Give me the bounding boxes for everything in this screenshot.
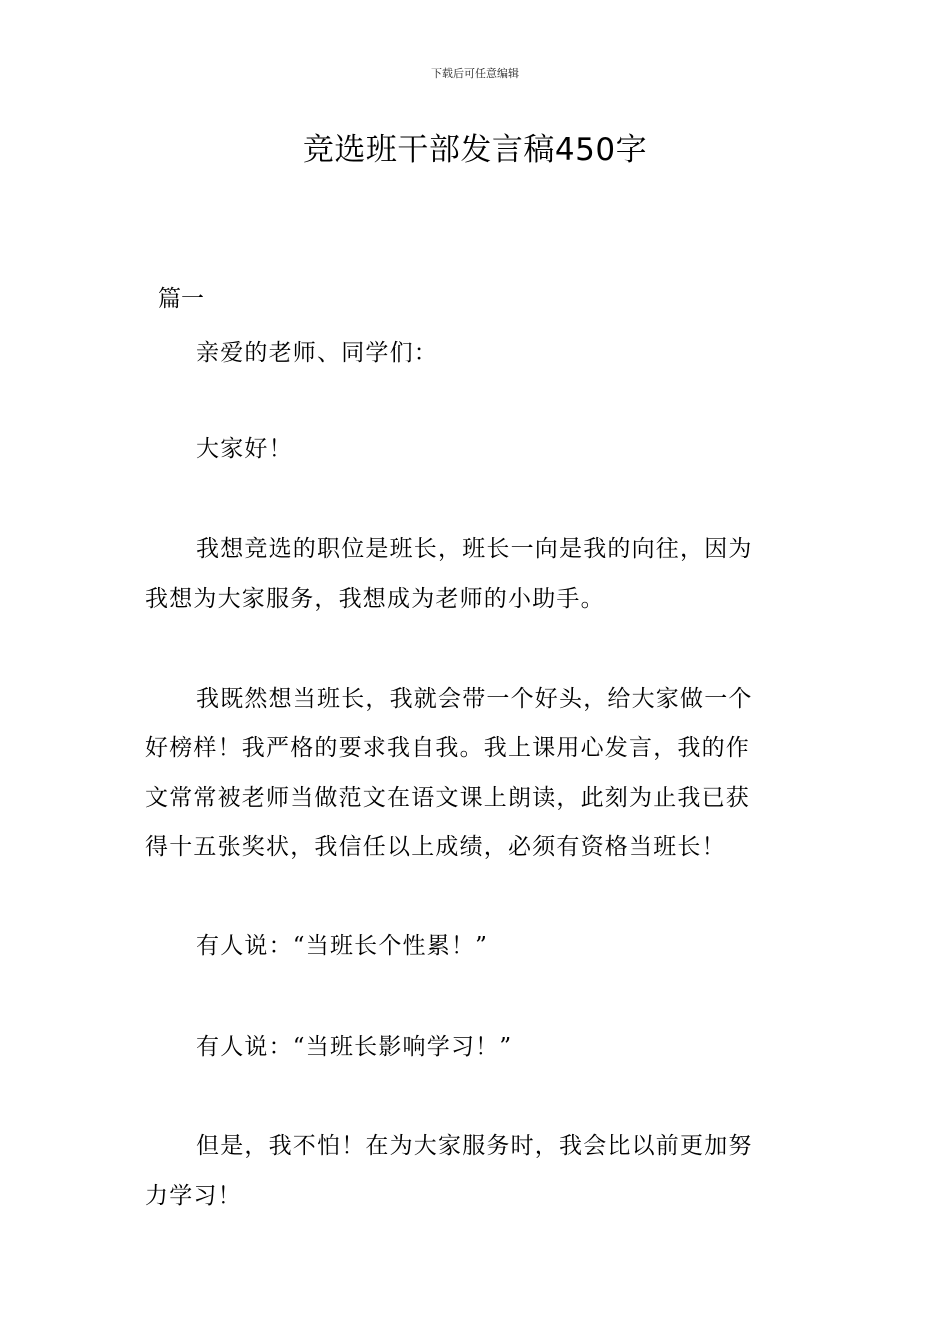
quote-line-2: 有人说：“当班长影响学习！” bbox=[196, 1034, 513, 1060]
header-note: 下载后可任意编辑 bbox=[431, 67, 519, 80]
hello-line: 大家好！ bbox=[196, 436, 293, 462]
paragraph-1-line-2: 我想为大家服务，我想成为老师的小助手。 bbox=[145, 586, 605, 612]
greeting-line: 亲爱的老师、同学们： bbox=[196, 340, 438, 366]
paragraph-1-line-1: 我想竞选的职位是班长，班长一向是我的向往，因为 bbox=[196, 536, 753, 562]
section-label: 篇一 bbox=[158, 286, 204, 312]
quote-line-1: 有人说：“当班长个性累！” bbox=[196, 933, 489, 959]
paragraph-2-line-1: 我既然想当班长，我就会带一个好头，给大家做一个 bbox=[196, 686, 753, 712]
paragraph-2-line-2: 好榜样！我严格的要求我自我。我上课用心发言，我的作 bbox=[145, 735, 750, 761]
paragraph-3-line-2: 力学习！ bbox=[145, 1183, 242, 1209]
paragraph-3-line-1: 但是，我不怕！在为大家服务时，我会比以前更加努 bbox=[196, 1133, 753, 1159]
document-title: 竞选班干部发言稿450字 bbox=[302, 132, 648, 168]
paragraph-2-line-3: 文常常被老师当做范文在语文课上朗读，此刻为止我已获 bbox=[145, 785, 750, 811]
paragraph-2-line-4: 得十五张奖状，我信任以上成绩，必须有资格当班长！ bbox=[145, 834, 726, 860]
